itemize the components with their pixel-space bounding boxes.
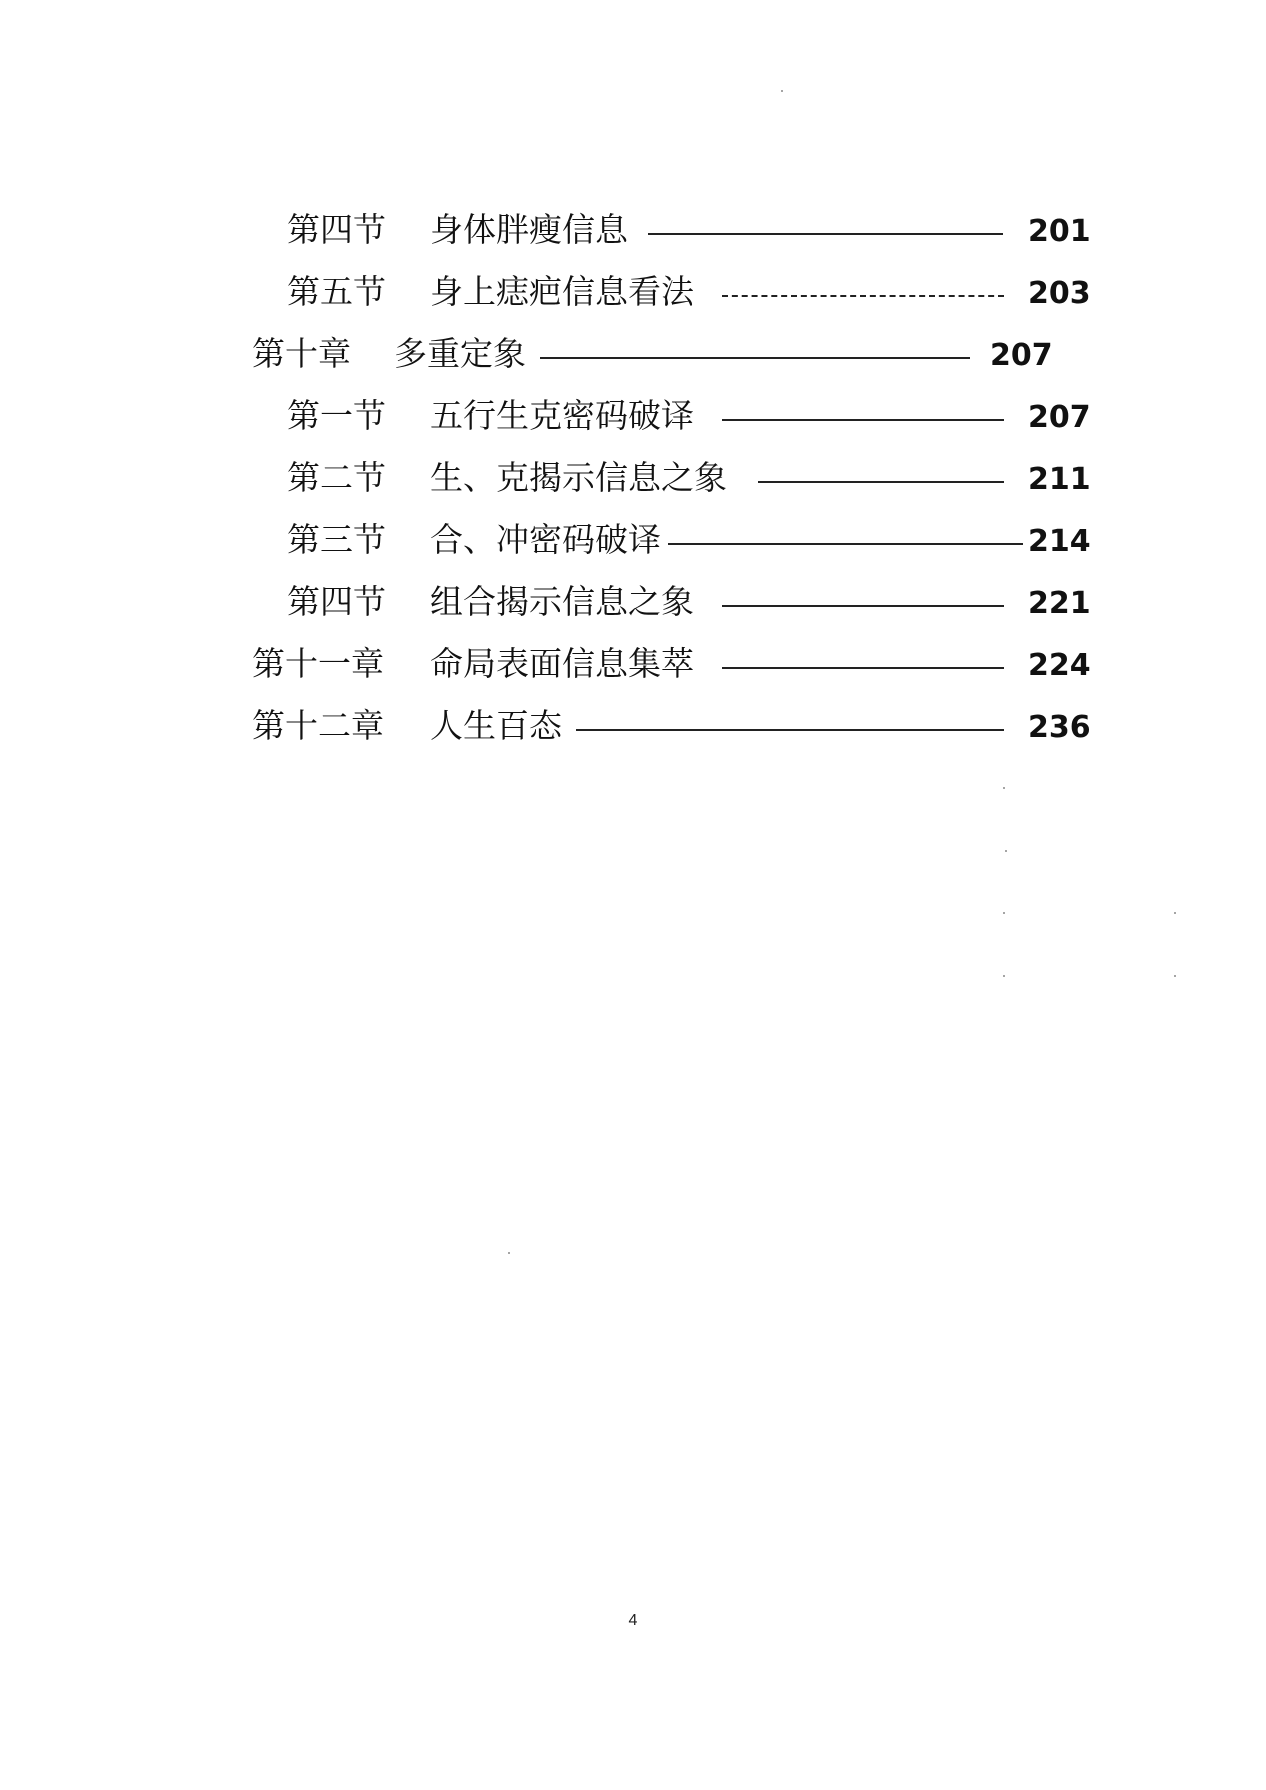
scan-speck <box>1003 787 1005 789</box>
toc-entry[interactable] <box>0 267 1266 317</box>
toc-entry-label: 第三节 <box>287 520 386 559</box>
toc-entry-title: 生、克揭示信息之象 <box>430 458 727 497</box>
leader-line <box>648 233 1003 235</box>
leader-line <box>668 543 1023 545</box>
toc-entry-label: 第十一章 <box>252 644 384 683</box>
leader-line <box>758 481 1004 483</box>
page-number: 4 <box>628 1612 638 1629</box>
toc-entry-title: 命局表面信息集萃 <box>430 644 694 683</box>
scan-speck <box>1005 850 1007 852</box>
toc-entry-label: 第五节 <box>287 272 386 311</box>
toc-entry[interactable] <box>0 205 1266 255</box>
toc-chapter[interactable] <box>0 639 1266 689</box>
toc-entry-title: 身体胖瘦信息 <box>430 210 628 249</box>
toc-entry-page: 203 <box>1028 276 1091 311</box>
toc-entry-title: 身上痣疤信息看法 <box>430 272 694 311</box>
leader-line <box>722 295 1004 297</box>
toc-chapter[interactable] <box>0 701 1266 751</box>
scan-speck <box>1174 975 1176 977</box>
toc-entry-title: 五行生克密码破译 <box>430 396 694 435</box>
toc-entry-label: 第十二章 <box>252 706 384 745</box>
toc-entry-page: 207 <box>1028 400 1091 435</box>
scan-speck <box>1174 912 1176 914</box>
toc-entry-page: 221 <box>1028 586 1091 621</box>
toc-entry[interactable] <box>0 577 1266 627</box>
leader-line <box>540 357 970 359</box>
leader-line <box>722 667 1004 669</box>
toc-entry-label: 第一节 <box>287 396 386 435</box>
toc-entry-title: 组合揭示信息之象 <box>430 582 694 621</box>
scan-speck <box>508 1252 510 1254</box>
scan-speck <box>1003 975 1005 977</box>
leader-line <box>722 605 1004 607</box>
toc-entry[interactable] <box>0 391 1266 441</box>
toc-entry-page: 211 <box>1028 462 1091 497</box>
toc-entry-label: 第四节 <box>287 582 386 621</box>
toc-entry-title: 合、冲密码破译 <box>430 520 661 559</box>
toc-entry-page: 207 <box>990 338 1053 373</box>
leader-line <box>722 419 1004 421</box>
toc-entry-title: 多重定象 <box>394 334 526 373</box>
toc-entry-page: 214 <box>1028 524 1091 559</box>
scan-speck <box>781 90 783 92</box>
toc-entry-title: 人生百态 <box>430 706 562 745</box>
toc-entry-page: 224 <box>1028 648 1091 683</box>
toc-entry-label: 第四节 <box>287 210 386 249</box>
toc-chapter[interactable] <box>0 329 1266 379</box>
leader-line <box>576 729 1004 731</box>
toc-entry-page: 201 <box>1028 214 1091 249</box>
toc-entry-label: 第十章 <box>252 334 351 373</box>
scan-speck <box>1003 912 1005 914</box>
toc-entry-page: 236 <box>1028 710 1091 745</box>
toc-entry[interactable] <box>0 515 1266 565</box>
toc-entry[interactable] <box>0 453 1266 503</box>
toc-entry-label: 第二节 <box>287 458 386 497</box>
